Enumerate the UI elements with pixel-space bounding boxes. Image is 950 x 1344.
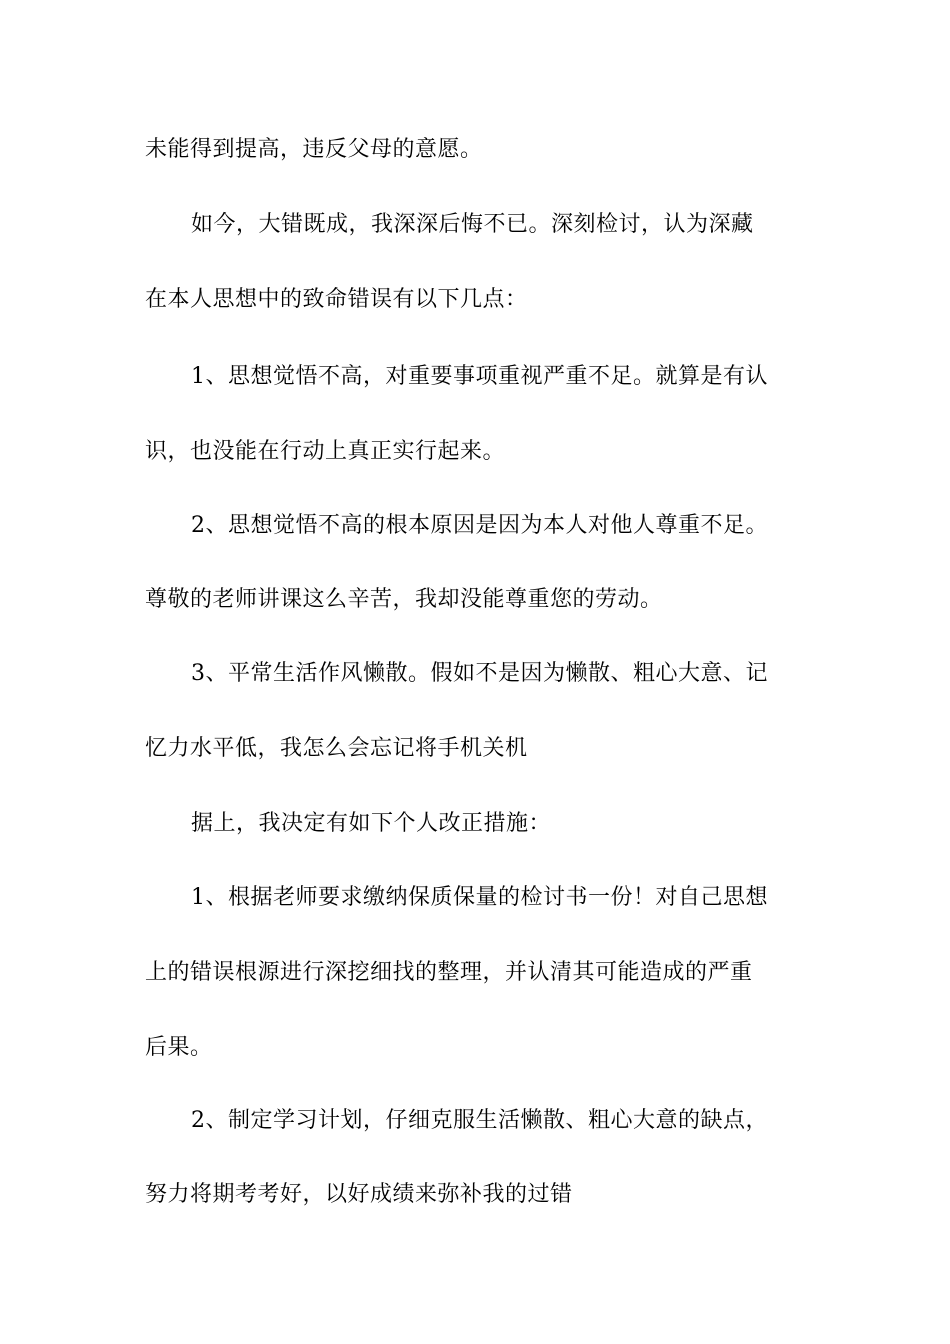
text-line-2: 如今，大错既成，我深深后悔不已。深刻检讨，认为深藏 xyxy=(191,212,754,237)
text-line-4: 1、思想觉悟不高，对重要事项重视严重不足。就算是有认 xyxy=(191,364,768,389)
text-line-11: 1、根据老师要求缴纳保质保量的检讨书一份！对自己思想 xyxy=(191,885,768,910)
text-line-1: 未能得到提高，违反父母的意愿。 xyxy=(145,137,483,162)
text-line-3: 在本人思想中的致命错误有以下几点： xyxy=(145,287,528,312)
text-line-14: 2、制定学习计划，仔细克服生活懒散、粗心大意的缺点， xyxy=(191,1108,768,1133)
text-line-15: 努力将期考考好，以好成绩来弥补我的过错 xyxy=(145,1182,573,1207)
text-line-5: 识，也没能在行动上真正实行起来。 xyxy=(145,439,506,464)
text-line-8: 3、平常生活作风懒散。假如不是因为懒散、粗心大意、记 xyxy=(191,661,768,686)
text-line-12: 上的错误根源进行深挖细找的整理，并认清其可能造成的严重 xyxy=(145,960,753,985)
text-line-7: 尊敬的老师讲课这么辛苦，我却没能尊重您的劳动。 xyxy=(145,587,663,612)
text-line-9: 忆力水平低，我怎么会忘记将手机关机 xyxy=(145,736,528,761)
text-line-13: 后果。 xyxy=(145,1035,213,1060)
text-line-10: 据上，我决定有如下个人改正措施： xyxy=(191,811,552,836)
text-line-6: 2、思想觉悟不高的根本原因是因为本人对他人尊重不足。 xyxy=(191,513,768,538)
